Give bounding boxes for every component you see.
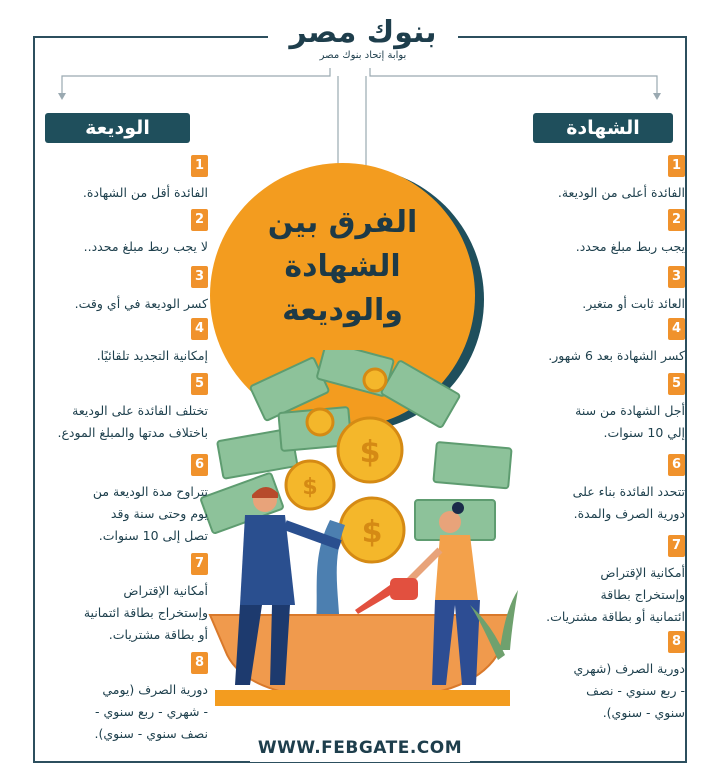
item-number: 7 [191,553,208,575]
item-number: 5 [191,373,208,395]
watering-can [355,578,418,614]
svg-text:$: $ [359,435,381,470]
item-number: 8 [191,652,208,674]
item-text: الفائدة أقل من الشهادة. [82,185,208,200]
center-title: الفرق بين الشهادة والوديعة [267,205,418,328]
item-text: أمكانية الإقتراض وإستخراج بطاقة ائتمانية أو بطاقة مشتريات. [546,565,685,624]
item-number: 5 [668,373,685,395]
svg-text:$: $ [302,475,318,500]
logo-subtitle: بوابة إتحاد بنوك مصر [319,50,407,61]
item-number: 4 [191,318,208,340]
item-text: أمكانية الإقتراض وإستخراج بطاقة ائتمانية أو بطاقة مشتريات. [83,583,208,642]
item-text: كسر الوديعة في أي وقت. [74,296,208,311]
item-number: 1 [668,155,685,177]
item-text: الفائدة أعلى من الوديعة. [557,185,685,200]
item-number: 7 [668,535,685,557]
deposit-header: الوديعة [45,113,190,143]
pot-base [215,690,510,706]
item-number: 4 [668,318,685,340]
item-number: 3 [668,266,685,288]
item-text: يجب ربط مبلغ محدد. [575,239,685,254]
item-text: تتحدد الفائدة بناء على دورية الصرف والمدة. [572,484,685,521]
item-text: كسر الشهادة بعد 6 شهور. [548,348,685,363]
item-number: 1 [191,155,208,177]
brand-logo [268,16,458,66]
item-text: أجل الشهادة من سنة إلي 10 سنوات. [575,403,685,440]
money-tree-illustration [200,350,530,710]
item-number: 6 [191,454,208,476]
svg-text:$: $ [361,515,383,550]
item-number: 2 [668,209,685,231]
item-number: 3 [191,266,208,288]
item-text: إمكانية التجديد تلقائيًا. [96,348,208,363]
logo-text: بنوك مصر [289,15,437,50]
item-text: العائد ثابت أو متغير. [582,296,685,311]
deposit-list [40,155,208,741]
item-text: لا يجب ربط مبلغ محدد.. [83,239,208,254]
item-text: تتراوح مدة الوديعة من يوم وحتى سنة وقد تصل إلى 10 سنوات. [92,484,208,543]
item-text: دورية الصرف (يومي - شهري - ربع سنوي - نصف سنوي - سنوي). [94,682,208,741]
certificate-list [505,155,685,735]
website-footer[interactable]: WWW.FEBGATE.COM [250,738,470,762]
item-number: 8 [668,631,685,653]
item-number: 6 [668,454,685,476]
item-text: تختلف الفائدة على الوديعة باختلاف مدتها والمبلغ المودع. [57,403,208,440]
item-text: دورية الصرف (شهري - ربع سنوي - نصف سنوي - سنوي). [573,661,685,720]
item-number: 2 [191,209,208,231]
certificate-header: الشهادة [533,113,673,143]
